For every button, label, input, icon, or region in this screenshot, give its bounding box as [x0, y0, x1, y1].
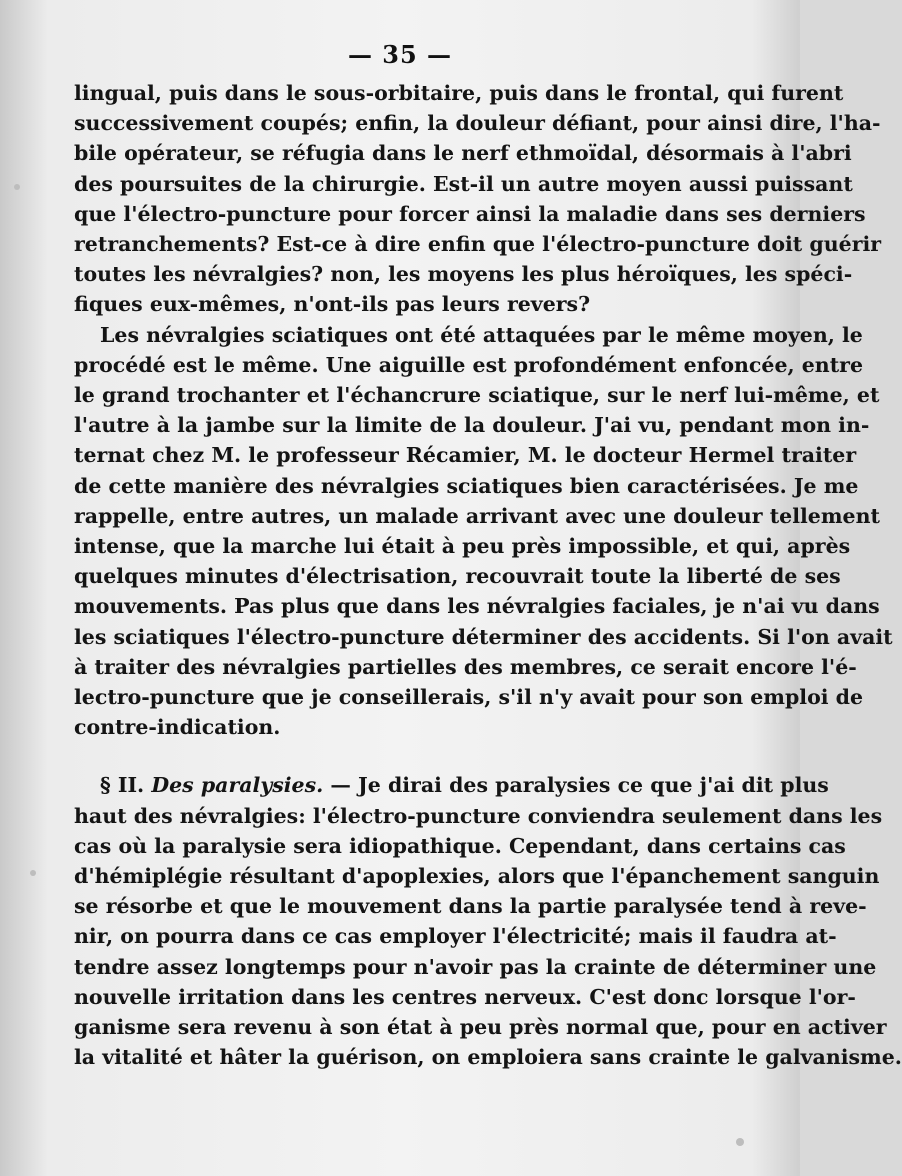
text-line: bile opérateur, se réfugia dans le nerf ethmoïdal, désormais à l'abri: [74, 141, 852, 166]
section-first-line: [74, 770, 829, 800]
text-line: nir, on pourra dans ce cas employer l'électricité; mais il faudra at-: [74, 924, 837, 949]
text-line: cas où la paralysie sera idiopathique. Cependant, dans certains cas: [74, 833, 846, 858]
section-number: § II.: [100, 773, 145, 798]
paper-speck: [14, 184, 20, 190]
section-title: Des paralysies.: [151, 773, 324, 798]
text-line: successivement coupés; enfin, la douleur défiant, pour ainsi dire, l'ha-: [74, 111, 881, 136]
text-line: toutes les névralgies? non, les moyens les plus héroïques, les spéci-: [74, 262, 853, 287]
text-line: lectro-puncture que je conseillerais, s'il n'y avait pour son emploi de: [74, 685, 864, 710]
text-line: quelques minutes d'électrisation, recouvrait toute la liberté de ses: [74, 564, 841, 589]
page-number: — 35 —: [347, 40, 453, 69]
text-line: procédé est le même. Une aiguille est profondément enfoncée, entre: [74, 352, 864, 377]
text-line: le grand trochanter et l'échancrure sciatique, sur le nerf lui-même, et: [74, 383, 880, 408]
section-first-line-text: — Je dirai des paralysies ce que j'ai dit plus: [330, 773, 829, 798]
paragraph-2: [74, 320, 893, 743]
section-paralysies: [74, 770, 902, 1072]
text-line: haut des névralgies: l'électro-puncture conviendra seulement dans les: [74, 803, 883, 828]
text-line: l'autre à la jambe sur la limite de la douleur. J'ai vu, pendant mon in-: [74, 413, 870, 438]
text-line: nouvelle irritation dans les centres nerveux. C'est donc lorsque l'or-: [74, 984, 856, 1009]
text-line: ternat chez M. le professeur Récamier, M. le docteur Hermel traiter: [74, 443, 857, 468]
text-line: lingual, puis dans le sous-orbitaire, puis dans le frontal, qui furent: [74, 81, 844, 105]
page-body: [74, 78, 902, 1073]
text-line: retranchements? Est-ce à dire enfin que l'électro-puncture doit guérir: [74, 232, 882, 257]
paragraph-1: [74, 78, 882, 320]
section-gap: [74, 742, 764, 770]
text-line: fiques eux-mêmes, n'ont-ils pas leurs revers?: [74, 292, 591, 317]
text-line: ganisme sera revenu à son état à peu près normal que, pour en activer: [74, 1015, 887, 1040]
paper-speck: [30, 870, 36, 876]
text-line: des poursuites de la chirurgie. Est-il un autre moyen aussi puissant: [74, 171, 853, 196]
text-line: que l'électro-puncture pour forcer ainsi la maladie dans ses derniers: [74, 201, 866, 226]
paper-speck: [736, 1138, 744, 1146]
text-line: de cette manière des névralgies sciatiques bien caractérisées. Je me: [74, 473, 859, 498]
text-line: d'hémiplégie résultant d'apoplexies, alors que l'épanchement sanguin: [74, 864, 880, 889]
text-line: mouvements. Pas plus que dans les névralgies faciales, je n'ai vu dans: [74, 594, 880, 619]
text-line: la vitalité et hâter la guérison, on emploiera sans crainte le galvanisme.: [74, 1045, 902, 1070]
text-line: rappelle, entre autres, un malade arrivant avec une douleur tellement: [74, 503, 880, 528]
text-line: Les névralgies sciatiques ont été attaquées par le même moyen, le: [100, 322, 863, 347]
text-line: à traiter des névralgies partielles des membres, ce serait encore l'é-: [74, 654, 857, 679]
text-line: les sciatiques l'électro-puncture déterminer des accidents. Si l'on avait: [74, 624, 893, 649]
text-line: se résorbe et que le mouvement dans la partie paralysée tend à reve-: [74, 894, 867, 919]
text-line: tendre assez longtemps pour n'avoir pas la crainte de déterminer une: [74, 954, 877, 979]
text-line: intense, que la marche lui était à peu près impossible, et qui, après: [74, 534, 851, 559]
text-line: contre-indication.: [74, 715, 281, 740]
